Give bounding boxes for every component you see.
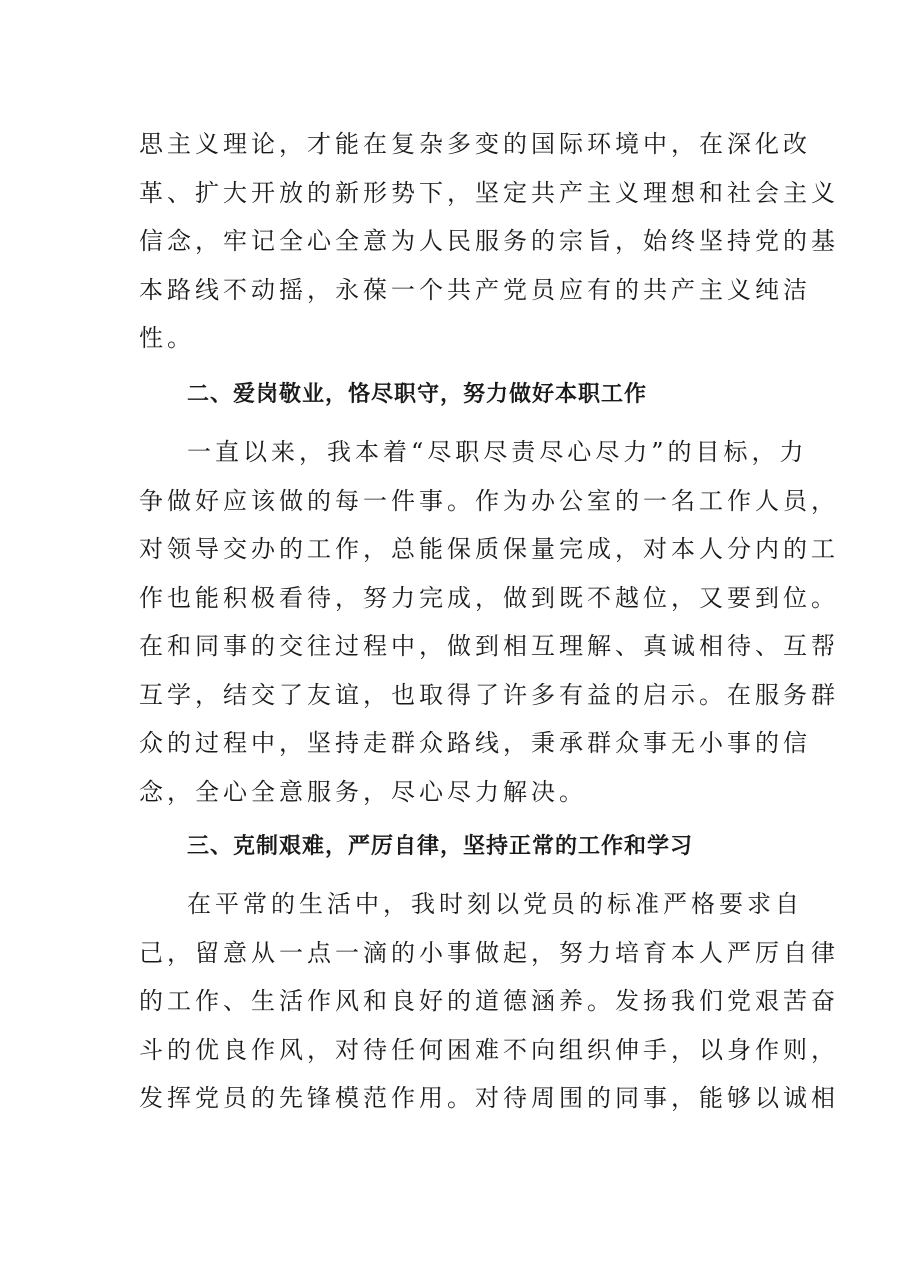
paragraph-1 — [139, 120, 839, 363]
paragraph-line: 斗的优良作风，对待任何困难不向组织伸手，以身作则， — [139, 1035, 839, 1064]
section-heading-3: 三、克制艰难，严厉自律，坚持正常的工作和学习 — [187, 834, 694, 859]
paragraph-line: 作也能积极看待，努力完成，做到既不越位，又要到位。 — [139, 583, 839, 612]
paragraph-line: 思主义理论，才能在复杂多变的国际环境中，在深化改 — [139, 130, 811, 158]
paragraph-line: 革、扩大开放的新形势下，坚定共产主义理想和社会主义 — [139, 178, 839, 207]
paragraph-line: 性。 — [139, 324, 195, 352]
paragraph-line: 在平常的生活中，我时刻以党员的标准严格要求自 — [187, 890, 803, 918]
section-heading-2: 二、爱岗敬业，恪尽职守，努力做好本职工作 — [187, 382, 648, 407]
paragraph-line: 的工作、生活作风和良好的道德涵养。发扬我们党艰苦奋 — [139, 987, 839, 1015]
paragraph-line: 在和同事的交往过程中，做到相互理解、真诚相待、互帮 — [139, 632, 839, 660]
paragraph-line: 争做好应该做的每一件事。作为办公室的一名工作人员， — [139, 486, 839, 515]
paragraph-line: 对领导交办的工作，总能保质保量完成，对本人分内的工 — [139, 535, 839, 563]
paragraph-line: 众的过程中，坚持走群众路线，秉承群众事无小事的信 — [139, 729, 811, 757]
paragraph-line: 信念，牢记全心全意为人民服务的宗旨，始终坚持党的基 — [139, 227, 839, 255]
paragraph-line: 念，全心全意服务，尽心尽力解决。 — [139, 777, 587, 806]
paragraph-line: 己，留意从一点一滴的小事做起，努力培育本人严厉自律 — [139, 938, 839, 967]
paragraph-line: 互学，结交了友谊，也取得了许多有益的启示。在服务群 — [139, 680, 839, 709]
paragraph-line: 一直以来，我本着“尽职尽责尽心尽力”的目标，力 — [187, 438, 808, 466]
paragraph-3 — [139, 880, 839, 1123]
paragraph-line: 发挥党员的先锋模范作用。对待周围的同事，能够以诚相 — [139, 1084, 839, 1112]
paragraph-line: 本路线不动摇，永葆一个共产党员应有的共产主义纯洁 — [139, 275, 811, 304]
paragraph-2 — [139, 428, 839, 816]
